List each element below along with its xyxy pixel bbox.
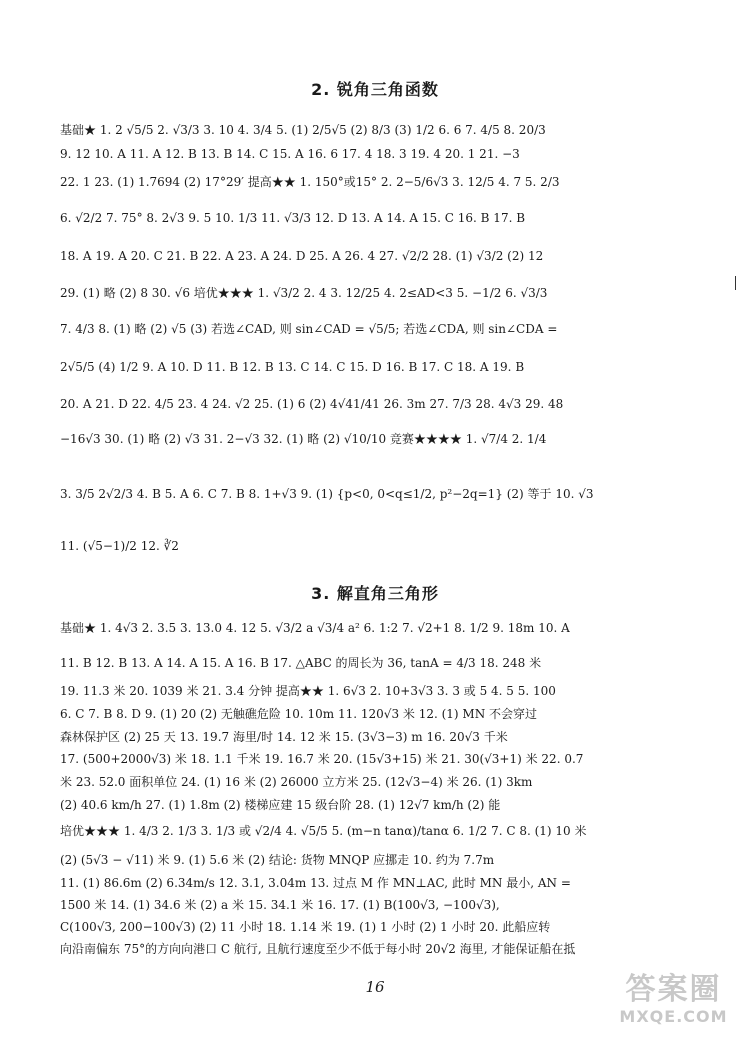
answer-line: 1500 米 14. (1) 34.6 米 (2) a 米 15. 34.1 米 16. 17. (1) B(100√3, −100√3), [60,898,500,912]
answer-line: 29. (1) 略 (2) 8 30. √6 培优★★★ 1. √3/2 2. 4 3. 12/25 4. 2≤AD<3 5. −1/2 6. √3/3 [60,286,548,300]
answer-line: 11. B 12. B 13. A 14. A 15. A 16. B 17. △ABC 的周长为 36, tanA = 4/3 18. 248 米 [60,656,542,670]
section-title-solve-right-triangle: 3. 解直角三角形 [311,584,439,603]
answer-line: C(100√3, 200−100√3) (2) 11 小时 18. 1.14 米 19. (1) 1 小时 (2) 1 小时 20. 此船应转 [60,920,551,934]
answer-line: 3. 3/5 2√2/3 4. B 5. A 6. C 7. B 8. 1+√3 9. (1) {p<0, 0<q≤1/2, p²−2q=1} (2) 等于 10. √3 [60,487,594,501]
answer-line: −16√3 30. (1) 略 (2) √3 31. 2−√3 32. (1) 略 (2) √10/10 竞赛★★★★ 1. √7/4 2. 1/4 [60,432,547,446]
answer-line: 6. √2/2 7. 75° 8. 2√3 9. 5 10. 1/3 11. √3/3 12. D 13. A 14. A 15. C 16. B 17. B [60,211,526,225]
answer-line: 18. A 19. A 20. C 21. B 22. A 23. A 24. D 25. A 26. 4 27. √2/2 28. (1) √3/2 (2) 12 [60,249,544,263]
page-number: 16 [365,978,385,996]
answer-line: 19. 11.3 米 20. 1039 米 21. 3.4 分钟 提高★★ 1. 6√3 2. 10+3√3 3. 3 或 5 4. 5 5. 100 [60,684,556,698]
answer-line: 森林保护区 (2) 25 天 13. 19.7 海里/时 14. 12 米 15. (3√3−3) m 16. 20√3 千米 [60,730,508,744]
answer-line: 11. (1) 86.6m (2) 6.34m/s 12. 3.1, 3.04m 13. 过点 M 作 MN⊥AC, 此时 MN 最小, AN = [60,876,571,890]
answer-line: 20. A 21. D 22. 4/5 23. 4 24. √2 25. (1) 6 (2) 4√41/41 26. 3m 27. 7/3 28. 4√3 29. 48 [60,397,564,411]
answer-line: 基础★ 1. 4√3 2. 3.5 3. 13.0 4. 12 5. √3/2 a √3/4 a² 6. 1:2 7. √2+1 8. 1/2 9. 18m 10. A [60,621,570,635]
watermark-logo [611,972,736,1035]
answer-line: 2√5/5 (4) 1/2 9. A 10. D 11. B 12. B 13. C 14. C 15. D 16. B 17. C 18. A 19. B [60,360,525,374]
answer-line: 基础★ 1. 2 √5/5 2. √3/3 3. 10 4. 3/4 5. (1) 2/5√5 (2) 8/3 (3) 1/2 6. 6 7. 4/5 8. 20/3 [60,123,546,137]
watermark-main-text: 答案圈 [625,972,722,1007]
answer-line: 17. (500+2000√3) 米 18. 1.1 千米 19. 16.7 米 20. (15√3+15) 米 21. 30(√3+1) 米 22. 0.7 [60,752,584,766]
answer-line: 11. (√5−1)/2 12. ∛2 [60,539,179,553]
answer-line: 22. 1 23. (1) 1.7694 (2) 17°29′ 提高★★ 1. 150°或15° 2. 2−5/6√3 3. 12/5 4. 7 5. 2/3 [60,175,560,189]
answer-line: 9. 12 10. A 11. A 12. B 13. B 14. C 15. A 16. 6 17. 4 18. 3 19. 4 20. 1 21. −3 [60,147,520,161]
answer-line: (2) (5√3 − √11) 米 9. (1) 5.6 米 (2) 结论: 货物 MNQP 应挪走 10. 约为 7.7m [60,853,495,867]
answer-line: 培优★★★ 1. 4/3 2. 1/3 3. 1/3 或 √2/4 4. √5/5 5. (m−n tanα)/tanα 6. 1/2 7. C 8. (1) 10 米 [60,824,587,838]
answer-line: (2) 40.6 km/h 27. (1) 1.8m (2) 楼梯应建 15 级台阶 28. (1) 12√7 km/h (2) 能 [60,798,501,812]
answer-line: 向沿南偏东 75°的方向向港口 C 航行, 且航行速度至少不低于每小时 20√2 海里, 才能保证船在抵 [60,942,576,956]
section-title-acute-trig: 2. 锐角三角函数 [311,80,439,99]
watermark-url-text: MXQE.COM [619,1007,728,1026]
answer-line: 6. C 7. B 8. D 9. (1) 20 (2) 无触礁危险 10. 10m 11. 120√3 米 12. (1) MN 不会穿过 [60,707,538,721]
margin-mark [735,276,736,290]
answer-line: 米 23. 52.0 面积单位 24. (1) 16 米 (2) 26000 立方米 25. (12√3−4) 米 26. (1) 3km [60,775,533,789]
answer-line: 7. 4/3 8. (1) 略 (2) √5 (3) 若选∠CAD, 则 sin∠CAD = √5/5; 若选∠CDA, 则 sin∠CDA = [60,322,558,336]
